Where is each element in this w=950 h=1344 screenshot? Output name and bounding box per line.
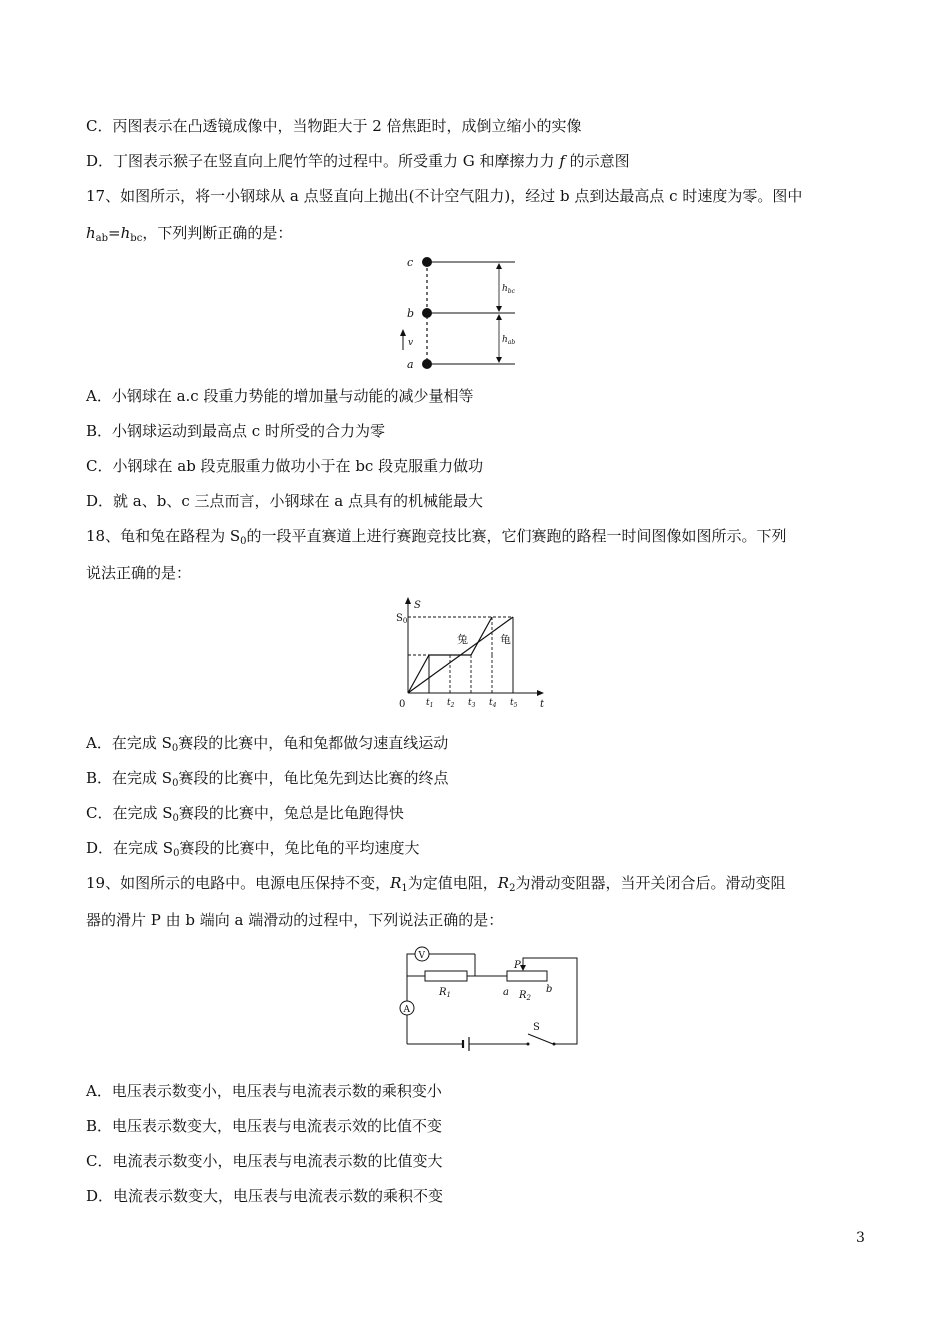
y-tick-s0: $S_0$: [396, 613, 408, 625]
q18-option-b: B．在完成 $S_0$赛段的比赛中，龟比兔先到达比赛的终点: [86, 769, 449, 789]
end-a-label: a: [503, 987, 509, 998]
switch-s: [528, 1034, 553, 1044]
label-b: b: [407, 307, 415, 320]
x-tick-t3: $t_3$: [468, 698, 476, 709]
r1-resistor: [425, 971, 467, 981]
page-number: 3: [856, 1230, 865, 1246]
q19-stem-line1: 19、如图所示的电路中。电源电压保持不变，$R_1$为定值电阻，$R_2$为滑动变阻器，当开关闭合后。滑动变阻: [86, 874, 786, 894]
q19-stem-line2: 器的滑片 P 由 b 端向 a 端滑动的过程中，下列说法正确的是：: [86, 911, 504, 929]
q17-stem-line2: $h_{ab}=h_{bc}$，下列判断正确的是：: [86, 224, 293, 244]
series-label-tortoise: 龟: [500, 633, 511, 646]
q17-option-c: C．小钢球在 ab 段克服重力做功小于在 bc 段克服重力做功: [86, 457, 484, 475]
q16-option-d: D．丁图表示猴子在竖直向上爬竹竿的过程中。所受重力 G 和摩擦力力 f 的示意图: [86, 152, 630, 170]
q17-stem-line1: 17、如图所示，将一小钢球从 a 点竖直向上抛出(不计空气阻力)，经过 b 点到达最高点 c 时速度为零。图中: [86, 187, 803, 205]
label-hab: $h_{ab}$: [502, 335, 516, 346]
origin-label: 0: [399, 699, 406, 710]
q19-option-d: D．电流表示数变大，电压表与电流表示数的乘积不变: [86, 1187, 444, 1205]
x-tick-t5: $t_5$: [510, 698, 518, 709]
y-axis-label: S: [414, 600, 421, 611]
q17-option-d: D．就 a、b、c 三点而言，小钢球在 a 点具有的机械能最大: [86, 492, 483, 510]
label-v: v: [408, 338, 414, 348]
slider-p-label: P: [514, 960, 521, 971]
r1-label: $R_1$: [439, 987, 451, 999]
x-tick-t4: $t_4$: [489, 698, 497, 709]
label-c: c: [407, 256, 414, 269]
q17-option-a: A．小钢球在 a.c 段重力势能的增加量与动能的减少量相等: [86, 387, 474, 405]
q19-option-c: C．电流表示数变小，电压表与电流表示数的比值变大: [86, 1152, 443, 1170]
q18-distance-time-chart: [390, 595, 550, 713]
q19-option-a: A．电压表示数变小，电压表与电流表示数的乘积变小: [86, 1082, 442, 1100]
q18-option-d: D．在完成 $S_0$赛段的比赛中，兔比龟的平均速度大: [86, 839, 420, 859]
x-axis-label: t: [540, 699, 545, 710]
series-label-rabbit: 兔: [457, 633, 468, 646]
q18-stem-line2: 说法正确的是：: [86, 564, 192, 582]
x-tick-t2: $t_2$: [447, 698, 455, 709]
q19-option-b: B．电压表示数变大，电压表与电流表示效的比值不变: [86, 1117, 443, 1135]
voltmeter-label: V: [418, 951, 425, 961]
q17-option-b: B．小钢球运动到最高点 c 时所受的合力为零: [86, 422, 385, 440]
x-tick-t1: $t_1$: [426, 698, 434, 709]
q18-option-a: A．在完成 $S_0$赛段的比赛中，龟和兔都做匀速直线运动: [86, 734, 449, 754]
q17-height-figure: [395, 252, 530, 372]
label-a: a: [407, 358, 414, 371]
q16-option-c: C．丙图表示在凸透镜成像中，当物距大于 2 倍焦距时，成倒立缩小的实像: [86, 117, 582, 135]
r2-rheostat: [507, 971, 547, 981]
end-b-label: b: [546, 984, 553, 995]
q18-stem-line1: 18、龟和兔在路程为 $S_0$的一段平直赛道上进行赛跑竞技比赛，它们赛跑的路程一时间图像如图所示。下列: [86, 527, 787, 547]
switch-label: S: [533, 1022, 540, 1033]
q18-option-c: C．在完成 $S_0$赛段的比赛中，兔总是比龟跑得快: [86, 804, 404, 824]
r2-label: $R_2$: [519, 990, 531, 1002]
q19-circuit-diagram: [395, 940, 585, 1055]
ammeter-label: A: [403, 1005, 410, 1015]
label-hbc: $h_{bc}$: [502, 284, 515, 295]
